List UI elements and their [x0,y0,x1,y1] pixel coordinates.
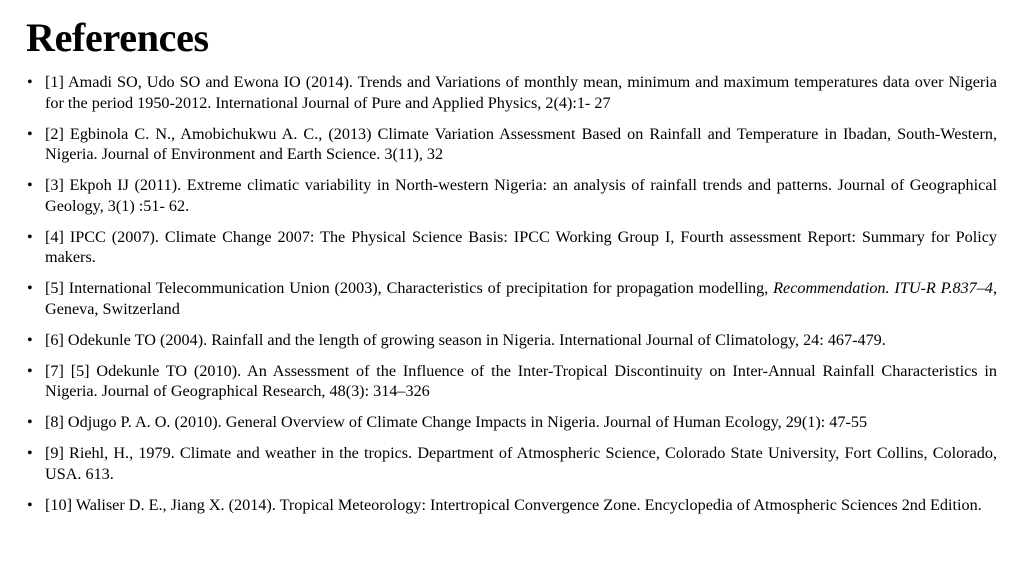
reference-item [26,175,997,216]
bullet-icon: • [27,495,33,514]
bullet-icon: • [27,413,33,431]
reference-text: [1] Amadi SO, Udo SO and Ewona IO (2014). Trends and Variations of monthly mean, minimum and maximum temperatures data over Nigeria for the period 1950-2012. International Journal of Pure and Applied Physics, 2(4):1- 27 [45,73,997,112]
reference-text: [6] Odekunle TO (2004). Rainfall and the length of growing season in Nigeria. International Journal of Climatology, 24: 467-479. [45,330,886,349]
reference-item [26,124,997,165]
bullet-icon: • [27,361,33,380]
reference-text: [7] [5] Odekunle TO (2010). An Assessment of the Influence of the Inter-Tropical Discontinuity on Inter-Annual Rainfall Characteristics in Nigeria. Journal of Geographical Research, 48(3): 314–326 [45,361,997,400]
reference-item [26,227,997,268]
reference-text: [9] Riehl, H., 1979. Climate and weather in the tropics. Department of Atmospheric Science, Colorado State University, Fort Collins, Colorado, USA. 613. [45,444,997,483]
reference-text: [4] IPCC (2007). Climate Change 2007: The Physical Science Basis: IPCC Working Group I, Fourth assessment Report: Summary for Policy makers. [45,227,997,266]
reference-text-end: , Geneva, Switzerland [45,279,998,318]
bullet-icon: • [27,227,33,246]
reference-item [26,72,997,113]
bullet-icon: • [27,176,33,194]
reference-italic-text: Recommendation. ITU-R P.837–4 [773,279,993,297]
reference-item [26,361,997,402]
page-title: References [26,15,209,60]
reference-item [26,330,997,351]
reference-text: [10] Waliser D. E., Jiang X. (2014). Tropical Meteorology: Intertropical Convergence Zone. Encyclopedia of Atmospheric Sciences 2nd Edition. [45,495,982,514]
bullet-icon: • [27,330,33,349]
reference-item [26,278,997,319]
bullet-icon: • [27,124,33,143]
reference-text: [2] Egbinola C. N., Amobichukwu A. C., (2013) Climate Variation Assessment Based on Rainfall and Temperature in Ibadan, South-Western, Nigeria. Journal of Environment and Earth Science. 3(11), 32 [45,124,997,163]
reference-item [26,412,997,433]
reference-text: [5] International Telecommunication Union (2003), Characteristics of precipitation for propagation modelling, [45,279,769,297]
reference-item [26,495,997,516]
reference-text: [3] Ekpoh IJ (2011). Extreme climatic variability in North-western Nigeria: an analysis of rainfall trends and patterns. Journal of Geographical Geology, 3(1) :51- 62. [45,176,997,215]
reference-text: [8] Odjugo P. A. O. (2010). General Overview of Climate Change Impacts in Nigeria. Journal of Human Ecology, 29(1): 47-55 [45,413,868,431]
bullet-icon: • [27,444,33,462]
bullet-icon: • [27,73,33,91]
reference-list [26,72,997,526]
reference-item [26,443,997,484]
bullet-icon: • [27,279,33,297]
